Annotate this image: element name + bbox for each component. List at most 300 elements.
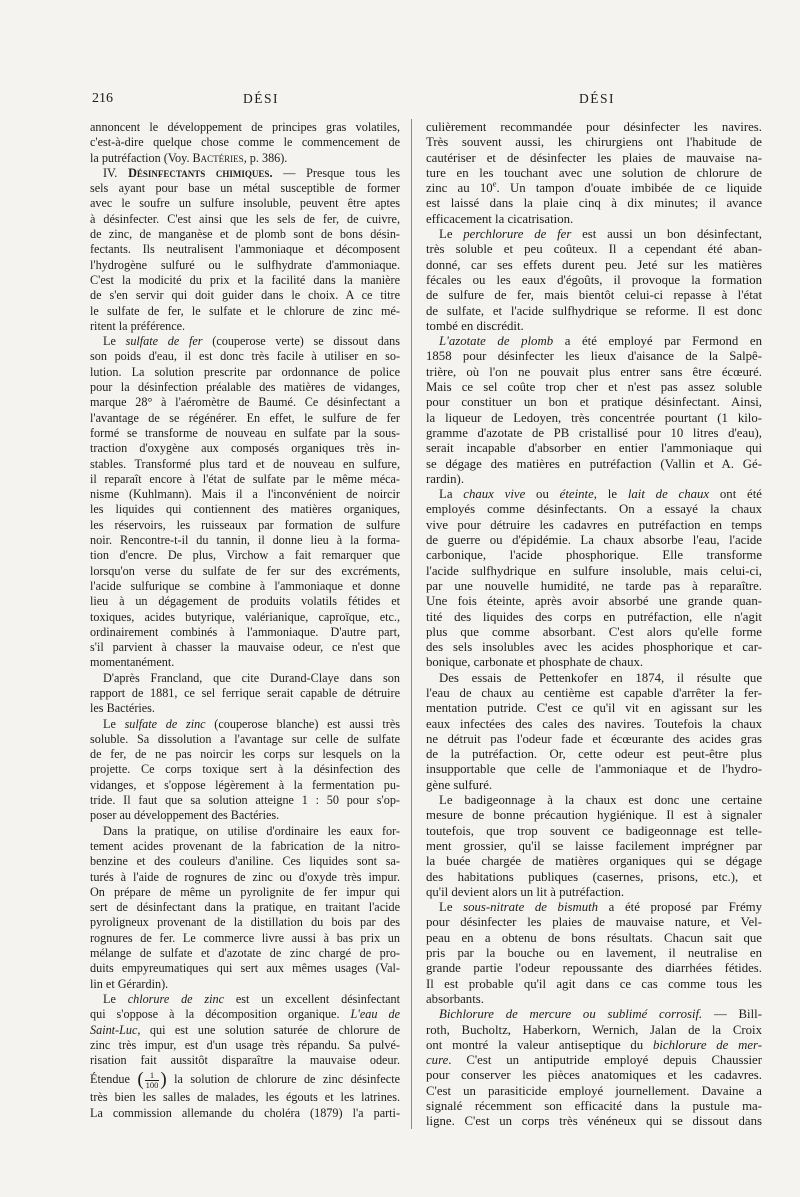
text-line <box>426 854 762 869</box>
text-line <box>90 671 400 686</box>
text-run: — Presque tous les <box>272 165 400 180</box>
text-line-content: duits empyreumatiques qui sert aux mêmes usages (Val- <box>90 961 400 976</box>
text-line <box>90 380 400 395</box>
text-line-content: Le badigeonnage à la chaux est donc une certaine <box>439 793 762 808</box>
text-line-content <box>90 151 287 166</box>
text-line <box>426 808 762 823</box>
text-line <box>426 915 762 930</box>
text-line <box>90 961 400 976</box>
text-line-content: roth, Bucholtz, Haberkorn, Wernich, Jalan de la Croix <box>426 1022 762 1037</box>
text-line-content: pour la désinfection préalable des matières de vidanges, <box>90 380 400 395</box>
text-line-content: sert de désinfectant dans la pratique, en traitant l'acide <box>90 900 400 915</box>
fraction-numerator: 1 <box>149 1070 155 1081</box>
text-line-content <box>439 900 762 915</box>
paragraph <box>90 334 400 671</box>
text-line-content: lin et Gérardin). <box>90 976 169 991</box>
text-line <box>90 870 400 885</box>
text-line-content: la buée chargée de matières organiques qui se dégage <box>426 854 762 869</box>
paragraph <box>426 900 762 1007</box>
italic-term: bichlorure de mer- <box>652 1037 763 1052</box>
text-line <box>90 395 400 410</box>
paragraph <box>90 824 400 992</box>
text-line-content: vive pour détruire les cadavres en putréfaction en temps <box>426 517 762 532</box>
text-line <box>426 502 762 517</box>
text-line-content <box>103 334 400 349</box>
text-line-content: l'hydrogène sulfuré ou le sulfhydrate d'ammoniaque. <box>90 257 400 272</box>
text-run: . C'est un antiputride employé depuis Chaussier <box>448 1053 762 1068</box>
text-line-content: nisme (Kuhlmann). Mais il a l'inconvénient de noircir <box>90 487 400 502</box>
italic-term: sous-nitrate de bismuth <box>463 900 599 915</box>
text-line-content: est laissé dans la plaie cinq à dix minutes; il avance <box>426 196 762 211</box>
text-line-content <box>103 717 400 732</box>
text-line <box>426 594 762 609</box>
text-line-content: traction d'oxygène aux composés organiques très in- <box>90 441 400 456</box>
text-line-content: rapport de 1881, ce sel ferrique serait capable de détruire <box>90 685 401 700</box>
text-run: Le <box>439 900 464 915</box>
text-line-content: risation fait aussitôt disparaître la mauvaise odeur. <box>90 1053 400 1068</box>
fraction-denominator: 100 <box>145 1080 159 1091</box>
text-line <box>90 640 400 655</box>
text-line-content: 1858 pour désinfecter les lieux d'aisance de la Salpê- <box>426 349 762 364</box>
text-run: ou <box>525 487 560 502</box>
text-line-content: très bien les salles de malades, les égouts et les latrines. <box>90 1090 400 1105</box>
text-line <box>426 1068 762 1083</box>
text-line-content: D'après Francland, que cite Durand-Claye dans son <box>103 670 400 685</box>
text-line <box>426 992 762 1007</box>
text-line-content: il reparaît encore à l'état de sulfate par le même méca- <box>90 471 400 486</box>
text-line <box>426 885 762 900</box>
text-line <box>90 655 400 670</box>
text-line <box>90 426 400 441</box>
text-line-content: le sulfate de fer, le sulfate et le chlorure de zinc mé- <box>90 303 400 318</box>
text-line-content: carbonique, l'acide phosphorique. Elle transforme <box>426 548 762 563</box>
text-line-content: ture en les touchant avec une solution de chlorure de <box>426 165 762 180</box>
text-line <box>426 518 762 533</box>
text-line-content: toxiques, acides butyrique, valérianique, caproïque, etc., <box>90 609 400 624</box>
text-line-content: peau en a obtenu de bons résultats. Chacun sait que <box>426 930 762 945</box>
text-line <box>90 717 400 732</box>
text-line-content: des sels insolubles avec les acides phosphorique et car- <box>426 640 762 655</box>
text-line <box>90 1090 400 1105</box>
text-line <box>426 548 762 563</box>
text-line <box>426 778 762 793</box>
text-run: (couperose verte) se dissout dans <box>202 334 401 349</box>
fraction <box>145 1071 160 1090</box>
text-line <box>426 1053 762 1068</box>
text-line-content: l'avantage de se régénérer. En effet, le sulfure de fer <box>90 410 400 425</box>
page-number: 216 <box>92 91 113 106</box>
text-line <box>90 977 400 992</box>
text-line-content: eaux infectées des cales des navires. Toutefois la chaux <box>426 716 762 731</box>
text-line <box>90 946 400 961</box>
text-line-content: efficacement la cicatrisation. <box>426 211 574 226</box>
text-line <box>426 762 762 777</box>
text-line <box>90 992 400 1007</box>
fraction-parenthesis: ( <box>137 1069 144 1091</box>
text-line <box>90 824 400 839</box>
text-line-content: ordinairement combinés à l'ammoniaque. D'autre part, <box>90 624 400 639</box>
text-line <box>426 365 762 380</box>
paragraph <box>90 717 400 824</box>
italic-term: sulfate de fer <box>125 334 203 349</box>
text-line <box>90 732 400 747</box>
text-line <box>90 319 400 334</box>
text-line-content: toutefois, que trop souvent ce badigeonnage est telle- <box>426 823 763 838</box>
text-line-content <box>426 178 762 196</box>
italic-term: L'azotate de plomb <box>439 334 554 349</box>
text-line-content <box>439 1007 762 1022</box>
text-column-right <box>426 120 762 1130</box>
text-line-content <box>439 334 762 349</box>
text-line-content: donné, car ses effets durent peu. Jeté sur les matières <box>426 257 762 272</box>
text-run: (couperose blanche) est aussi très <box>205 716 400 731</box>
text-line-content: pour conserver les pièces anatomiques et les cadavres. <box>426 1068 762 1083</box>
text-line-content: zinc très impur, est d'un usage très répandu. Sa pulvé- <box>90 1037 400 1052</box>
text-line-content <box>90 1023 400 1038</box>
text-line <box>426 1114 762 1129</box>
text-run: , le <box>593 487 628 502</box>
text-line-content: l'acide sulfhydrique en sulfure insoluble, mais celui-ci, <box>426 563 762 578</box>
text-line-content: Il est probable qu'il agit dans ce cas comme tous les <box>426 976 762 991</box>
italic-term: sulfate de zinc <box>124 716 206 731</box>
text-line-content: absorbants. <box>426 991 484 1006</box>
text-line-content: pris par la bouche ou en lavement, il neutralise en <box>426 946 762 961</box>
text-line <box>90 610 400 625</box>
text-run: la putréfaction (Voy. <box>90 150 193 165</box>
text-line <box>90 411 400 426</box>
text-line-content: l'acide sulfurique se combine à l'ammoniaque et donne <box>90 578 400 593</box>
text-run: est aussi un bon désinfectant, <box>571 227 763 242</box>
text-line <box>90 273 400 288</box>
text-line-content: momentanément. <box>90 655 175 670</box>
text-line <box>426 1023 762 1038</box>
text-run: Le <box>103 334 126 349</box>
text-line-content: soluble. Sa dissolution a l'avantage sur celle de sulfate <box>90 731 400 746</box>
text-line-content: employés comme désinfectants. On a essayé la chaux <box>426 502 762 517</box>
text-line <box>426 304 762 319</box>
text-line-content: la liqueur de Ledoyen, très concentrée pourtant (1 kilo- <box>426 410 762 425</box>
text-line-content: fectants. Ils neutralisent l'ammoniaque et décomposent <box>90 242 400 257</box>
text-line <box>426 166 762 181</box>
text-line <box>426 961 762 976</box>
text-line-content: fécales ou les eaux d'égoûts, il provoque la formation <box>426 272 762 287</box>
text-line <box>426 212 762 227</box>
text-line <box>90 762 400 777</box>
text-run: , qui est une solution saturée de chlorure de <box>137 1022 400 1037</box>
italic-term: lait de chaux <box>627 487 710 502</box>
text-line <box>90 747 400 762</box>
text-run: . Un tampon d'ouate imbibée de ce liquide <box>496 181 762 196</box>
text-line-content: culièrement recommandée pour désinfecter les navires. <box>426 120 762 134</box>
text-line <box>426 380 762 395</box>
text-line-content: rardin). <box>426 471 465 486</box>
text-line-content: stables. Transformé plus tard et de nouveau en sulfure, <box>90 456 400 471</box>
text-line <box>426 135 762 150</box>
text-line <box>90 579 400 594</box>
text-line-content <box>439 227 762 242</box>
text-line-content: projette. Ce corps toxique sert à la désinfection des <box>90 762 400 777</box>
text-line-content: serait incapable d'absorber en entier l'ammoniaque qui <box>426 441 762 456</box>
text-line-content: poser au développement des Bactéries. <box>90 808 280 823</box>
text-line-content: formé se transforme de nouveau en sulfate par la sous- <box>90 425 400 440</box>
text-line-content: de guerre ou d'épidémie. La chaux absorbe l'eau, l'acide <box>426 533 762 548</box>
text-line-content <box>90 1068 400 1090</box>
text-line-content: vidanges, et s'oppose légèrement à la fermentation pu- <box>90 777 400 792</box>
text-run: , p. 386). <box>243 150 288 165</box>
text-line <box>426 395 762 410</box>
text-line-content: gène sulfuré. <box>426 777 493 792</box>
text-line <box>426 273 762 288</box>
text-line <box>90 594 400 609</box>
text-line <box>90 181 400 196</box>
text-line <box>426 625 762 640</box>
text-line-content: tité des liquides des corps en putréfaction, elle n'agit <box>426 609 762 624</box>
text-line <box>90 304 400 319</box>
text-line <box>90 1106 400 1121</box>
text-line <box>90 227 400 242</box>
text-line <box>90 900 400 915</box>
text-line-content: noir. Rencontre-t-il du tannin, il donne lieu à la forma- <box>90 533 400 548</box>
text-line-content <box>103 166 400 181</box>
text-line <box>426 457 762 472</box>
section-heading: Désinfectants chimiques. <box>128 165 273 180</box>
text-line <box>426 319 762 334</box>
text-line <box>426 931 762 946</box>
paragraph <box>90 992 400 1121</box>
text-line <box>426 717 762 732</box>
text-line <box>426 472 762 487</box>
text-line-content: les liquides qui contiennent des matières organiques, <box>90 502 400 517</box>
text-line <box>90 793 400 808</box>
text-run: Le <box>103 716 125 731</box>
text-line-content: turés à l'aide de rognures de zinc ou d'oxyde très impur. <box>90 869 400 884</box>
text-line-content: pyroligneux provenant de la distillation du bois par des <box>90 915 400 930</box>
text-line <box>426 288 762 303</box>
text-line <box>426 946 762 961</box>
text-line <box>90 349 400 364</box>
paragraph <box>426 487 762 671</box>
text-line-content: de zinc, de manganèse et de plomb sont de bons désin- <box>90 227 400 242</box>
text-line-content: ment grossier, qu'il se laisse facilement imprégner par <box>426 838 762 853</box>
text-run: a été proposé par Frémy <box>598 900 762 915</box>
text-line-content: Une fois éteinte, après avoir absorbé une grande quan- <box>426 594 762 609</box>
text-line-content: s'il parvient à chasser la mauvaise odeur, ce n'est que <box>90 640 400 655</box>
text-line-content: de sulfate, et l'acide sulfhydrique se reforme. Il est donc <box>426 303 762 318</box>
text-line-content: pour constituer un bon et pratique désinfectant. Ainsi, <box>426 395 762 410</box>
text-line <box>426 227 762 242</box>
text-line <box>426 686 762 701</box>
text-line <box>426 1099 762 1114</box>
italic-term: perchlorure de fer <box>463 227 572 242</box>
text-line-content: plus que comme absorbant. C'est alors qu'elle forme <box>426 624 762 639</box>
paragraph <box>90 120 400 166</box>
text-line <box>90 808 400 823</box>
text-line-content: lorsqu'on verse du sulfate de fer sur des excréments, <box>90 563 400 578</box>
text-line <box>90 854 400 869</box>
text-run: zinc au 10 <box>426 181 493 196</box>
text-line-content: qu'il devient alors un lit à putréfaction. <box>426 884 625 899</box>
text-line <box>90 441 400 456</box>
text-line-content: Mais ce sel coûte trop cher et n'est pas assez soluble <box>426 380 762 395</box>
text-line-content: cautériser et de désinfecter les plaies de mauvaise na- <box>426 150 763 165</box>
text-line-content: rognures de fer. Le commerce livre aussi à bas prix un <box>90 930 400 945</box>
text-run: Le <box>103 991 128 1006</box>
text-line <box>426 793 762 808</box>
text-line <box>90 365 400 380</box>
text-line-content: par une nouvelle humidité, ne tarde pas à reparaître. <box>426 578 762 593</box>
text-line-content: c'est-à-dire quelque chose comme le commencement de <box>90 135 400 150</box>
text-line-content: à désinfecter. C'est ainsi que les sels de fer, de cuivre, <box>90 211 400 226</box>
paragraph <box>426 227 762 334</box>
text-line <box>426 747 762 762</box>
text-line <box>90 334 400 349</box>
text-run: ont été <box>709 487 762 502</box>
italic-term: cure <box>426 1053 449 1068</box>
text-run: a été employé par Fermond en <box>553 334 762 349</box>
text-line-content: annoncent le développement de principes gras volatiles, <box>90 120 400 134</box>
text-line <box>90 212 400 227</box>
text-line-content: bonique, carbonate et phosphate de chaux. <box>426 655 644 670</box>
text-line <box>426 870 762 885</box>
text-line-content <box>426 1053 762 1068</box>
text-line-content: La commission allemande du choléra (1879) l'a parti- <box>90 1105 400 1120</box>
text-line-content: les Bactéries. <box>90 701 155 716</box>
text-line-content: de fer, de ne pas noircir les corps sur lesquels on la <box>90 747 400 762</box>
text-line-content <box>90 1007 400 1022</box>
text-line-content: avec le soufre un sulfure insoluble, peuvent être aptes <box>90 196 400 211</box>
italic-term: Bichlorure de mercure ou sublimé corrosif. <box>439 1007 703 1022</box>
text-line-content: tombé en discrédit. <box>426 318 524 333</box>
fraction-parenthesis: ) <box>160 1069 167 1091</box>
text-line <box>90 151 400 166</box>
italic-term: Saint-Luc <box>90 1022 138 1037</box>
text-line-content: très soluble et peu coûteux. Il a cependant été aban- <box>426 242 762 257</box>
running-head-left: DÉSI <box>243 91 279 106</box>
text-line <box>426 120 762 135</box>
text-line <box>426 977 762 992</box>
paragraph <box>426 334 762 487</box>
text-line <box>426 732 762 747</box>
italic-term: chlorure de zinc <box>127 991 225 1006</box>
text-line <box>90 472 400 487</box>
text-line <box>90 1023 400 1038</box>
text-line-content: benzine et des couleurs d'aniline. Ces liquides sont sa- <box>90 854 400 869</box>
text-line-content: ne détruit pas l'odeur fade et écœurante des acides gras <box>426 731 762 746</box>
text-line-content: mesure de bonne précaution hygiénique. Il est à signaler <box>426 808 763 823</box>
text-line-content: lieu à un dégagement de produits volatils fétides et <box>90 594 400 609</box>
text-line <box>426 487 762 502</box>
text-line <box>426 258 762 273</box>
text-run: ont montré la valeur antiseptique du <box>426 1037 653 1052</box>
text-line <box>426 242 762 257</box>
text-run: la solution de chlorure de zinc désinfecte <box>166 1072 400 1087</box>
text-line <box>426 1084 762 1099</box>
text-line <box>90 1053 400 1068</box>
text-line <box>90 457 400 472</box>
paragraph <box>90 166 400 334</box>
text-line <box>90 242 400 257</box>
text-line <box>90 502 400 517</box>
text-run: Étendue <box>90 1072 138 1087</box>
text-line-content: signalé récemment son efficacité dans la pustule ma- <box>426 1099 762 1113</box>
text-line <box>426 426 762 441</box>
text-line-content <box>103 992 400 1007</box>
text-line <box>90 166 400 181</box>
text-line <box>90 548 400 563</box>
text-line-content: de s'en servir qui doit guider dans le choix. A ce titre <box>90 288 400 303</box>
text-line <box>90 120 400 135</box>
column-divider <box>411 119 412 1129</box>
text-line <box>90 686 400 701</box>
text-run: est un excellent désinfectant <box>224 991 401 1006</box>
text-line-content: pour désinfecter les plaies de mauvaise nature, et Vel- <box>426 915 762 930</box>
text-line <box>426 178 762 196</box>
text-line-content: Des essais de Pettenkofer en 1874, il résulte que <box>439 670 762 685</box>
text-line <box>426 533 762 548</box>
text-line <box>426 655 762 670</box>
text-line-content: de la putréfaction. Or, cette odeur est peut-être plus <box>426 747 762 762</box>
text-line-content: insupportable que celle de l'ammoniaque et de l'hydro- <box>426 762 762 777</box>
text-line <box>426 839 762 854</box>
text-line-content: marque 28° à l'aéromètre de Baumé. Ce désinfectant a <box>90 395 400 410</box>
text-line <box>90 625 400 640</box>
text-line <box>90 778 400 793</box>
text-line <box>90 1038 400 1053</box>
text-line-content: grande partie l'odeur repoussante des diarrhées fétides. <box>426 961 762 976</box>
small-caps-term: Bactéries <box>192 150 244 165</box>
text-line <box>90 564 400 579</box>
text-line-content: mélange de sulfate et d'azotate de zinc chargé de pro- <box>90 946 400 961</box>
text-line-content: lution. La solution prescrite par ordonnance de police <box>90 364 400 379</box>
text-line-content: Très souvent aussi, les chirurgiens ont l'habitude de <box>426 135 762 150</box>
text-line <box>426 1038 762 1053</box>
text-line-content: les réservoirs, les ruisseaux par formation de sulfure <box>90 517 400 532</box>
text-line <box>90 258 400 273</box>
text-line <box>90 885 400 900</box>
text-line <box>426 564 762 579</box>
text-line-content: tride. Il faut que sa solution atteigne 1 : 50 pour s'op- <box>90 793 400 808</box>
italic-term: L'eau de <box>350 1007 400 1022</box>
text-line <box>426 610 762 625</box>
text-line <box>426 1007 762 1022</box>
text-line <box>90 915 400 930</box>
paragraph <box>426 671 762 793</box>
text-line-content <box>426 1038 762 1053</box>
text-line <box>426 441 762 456</box>
italic-term: chaux vive <box>463 487 526 502</box>
text-run: qui s'oppose à la décomposition organique. <box>90 1007 351 1022</box>
text-line <box>426 900 762 915</box>
paragraph <box>426 793 762 900</box>
text-line <box>90 135 400 150</box>
text-line-content: son poids d'eau, il est donc très facile à utiliser en so- <box>90 349 400 364</box>
text-line <box>426 701 762 716</box>
text-line <box>426 411 762 426</box>
text-line-content: C'est la modicité du prix et la facilité dans la manière <box>90 272 400 287</box>
text-line <box>90 931 400 946</box>
text-line-content: gramme d'azotate de PB cristallisé pour 10 litres d'eau), <box>426 425 762 440</box>
superscript: e <box>492 178 497 189</box>
text-run: Le <box>439 227 464 242</box>
text-line <box>90 518 400 533</box>
text-line <box>90 196 400 211</box>
text-line-content: On prépare de même un pyrolignite de fer impur qui <box>90 884 401 899</box>
text-line-content: tement acides provenant de la fabrication de la nitro- <box>90 838 400 853</box>
text-line <box>90 839 400 854</box>
text-line <box>90 487 400 502</box>
text-column-left <box>90 120 400 1121</box>
text-run: La <box>439 487 464 502</box>
